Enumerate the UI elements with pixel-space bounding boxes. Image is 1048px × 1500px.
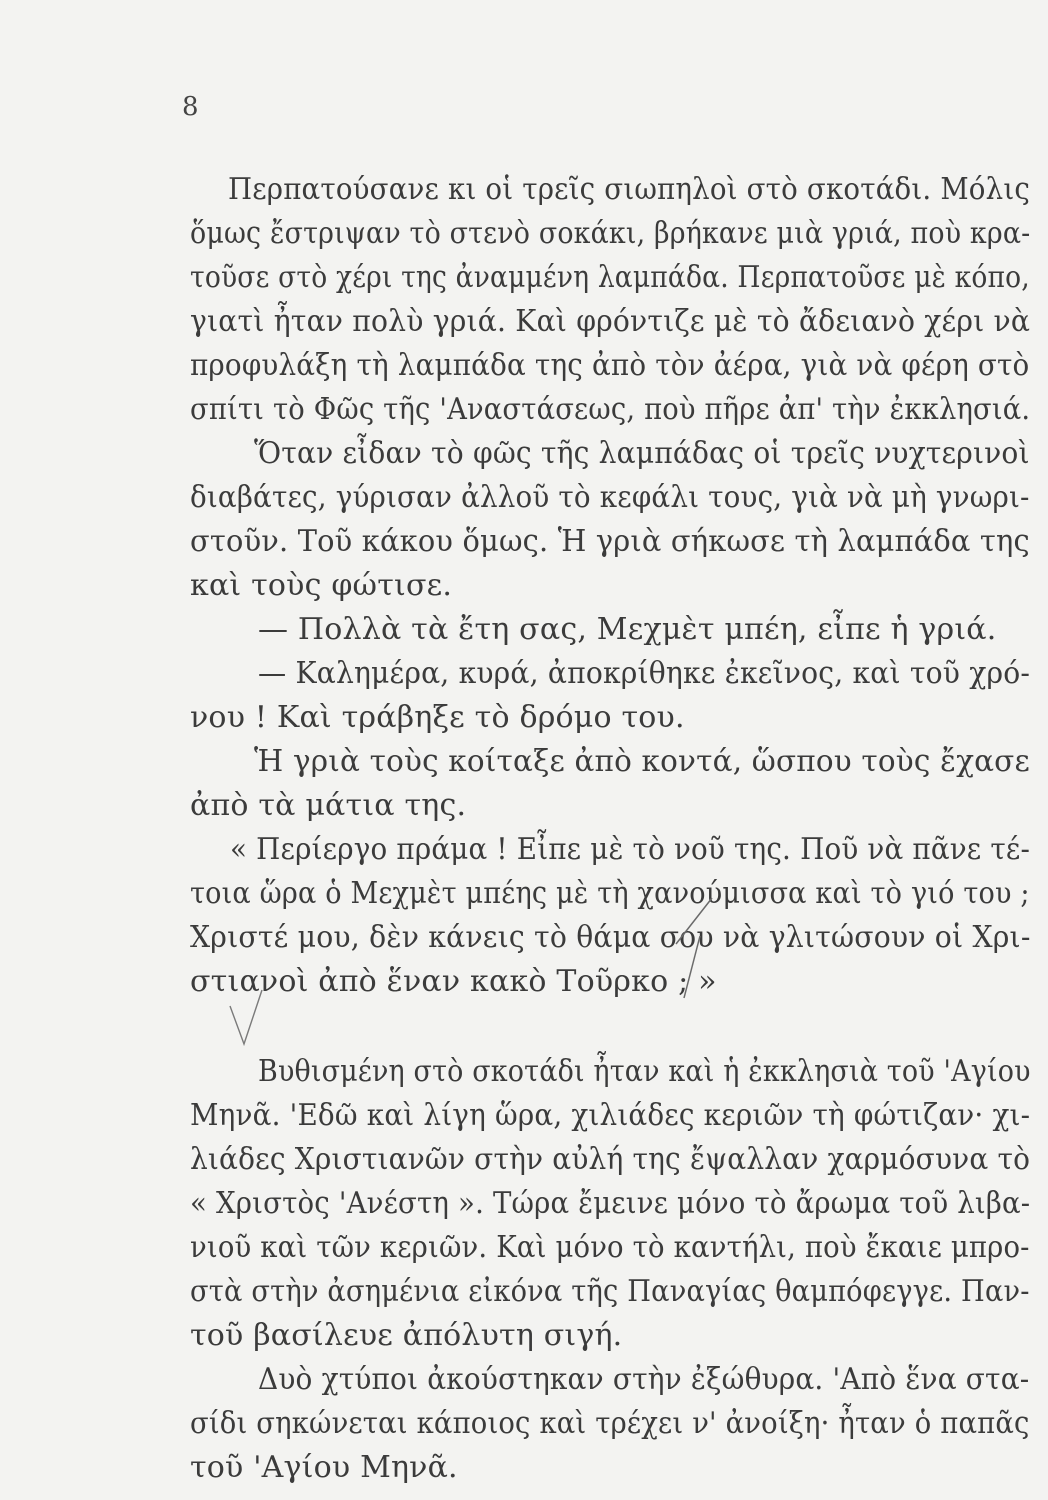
- text-line: καὶ τοὺς φώτισε.: [190, 568, 453, 603]
- page-number: 8: [182, 92, 199, 122]
- text-line: γιατὶ ἦταν πολὺ γριά. Καὶ φρόντιζε μὲ τὸ ἄδειανὸ χέρι νὰ: [190, 304, 1031, 339]
- text-line: διαβάτες, γύρισαν ἀλλοῦ τὸ κεφάλι τους, γιὰ νὰ μὴ γνωρι-: [190, 480, 1030, 515]
- text-line: « Περίεργο πράμα ! Εἶπε μὲ τὸ νοῦ της. Ποῦ νὰ πᾶνε τέ-: [230, 832, 1031, 867]
- text-line: τοῦσε στὸ χέρι της ἀναμμένη λαμπάδα. Περπατοῦσε μὲ κόπο,: [190, 260, 1030, 295]
- text-line: λιάδες Χριστιανῶν στὴν αὐλή της ἔψαλλαν χαρμόσυνα τὸ: [190, 1142, 1031, 1177]
- text-line: ἀπὸ τὰ μάτια της.: [190, 788, 467, 823]
- text-line: « Χριστὸς 'Ανέστη ». Τώρα ἔμεινε μόνο τὸ ἄρωμα τοῦ λιβα-: [190, 1186, 1031, 1221]
- text-line: νου ! Καὶ τράβηξε τὸ δρόμο του.: [190, 700, 685, 735]
- text-line: Δυὸ χτύποι ἀκούστηκαν στὴν ἐξώθυρα. 'Απὸ ἕνα στα-: [258, 1362, 1030, 1397]
- text-line: — Πολλὰ τὰ ἔτη σας, Μεχμὲτ μπέη, εἶπε ἡ γριά.: [258, 612, 997, 647]
- text-line: Μηνᾶ. 'Εδῶ καὶ λίγη ὥρα, χιλιάδες κεριῶν τὴ φώτιζαν· χι-: [190, 1098, 1031, 1133]
- text-line: σίδι σηκώνεται κάποιος καὶ τρέχει ν' ἀνοίξη· ἦταν ὁ παπᾶς: [190, 1406, 1030, 1441]
- text-line: τοια ὥρα ὁ Μεχμὲτ μπέης μὲ τὴ χανούμισσα καὶ τὸ γιό του ;: [190, 876, 1030, 911]
- text-line: στιανοὶ ἀπὸ ἕναν κακὸ Τοῦρκο ; »: [190, 964, 717, 999]
- text-line: ὅμως ἔστριψαν τὸ στενὸ σοκάκι, βρήκανε μιὰ γριά, ποὺ κρα-: [190, 216, 1031, 251]
- text-line: Ὅταν εἶδαν τὸ φῶς τῆς λαμπάδας οἱ τρεῖς νυχτερινοὶ: [254, 436, 1030, 471]
- text-line: τοῦ βασίλευε ἀπόλυτη σιγή.: [190, 1318, 623, 1353]
- text-line: στοῦν. Τοῦ κάκου ὅμως. Ἡ γριὰ σήκωσε τὴ λαμπάδα της: [190, 524, 1030, 559]
- text-line: σπίτι τὸ Φῶς τῆς 'Αναστάσεως, ποὺ πῆρε ἀπ' τὴν ἐκκλησιά.: [190, 392, 1031, 427]
- text-line: Περπατούσανε κι οἱ τρεῖς σιωπηλοὶ στὸ σκοτάδι. Μόλις: [228, 172, 1031, 207]
- text-line: Βυθισμένη στὸ σκοτάδι ἦταν καὶ ἡ ἐκκλησιὰ τοῦ 'Αγίου: [258, 1054, 1031, 1089]
- text-line: — Καλημέρα, κυρά, ἀποκρίθηκε ἐκεῖνος, καὶ τοῦ χρό-: [258, 656, 1031, 691]
- text-line: νιοῦ καὶ τῶν κεριῶν. Καὶ μόνο τὸ καντήλι, ποὺ ἔκαιε μπρο-: [190, 1230, 1030, 1265]
- text-line: προφυλάξη τὴ λαμπάδα της ἀπὸ τὸν ἀέρα, γιὰ νὰ φέρη στὸ: [190, 348, 1030, 383]
- text-line: τοῦ 'Αγίου Μηνᾶ.: [190, 1450, 458, 1485]
- text-line: Ἡ γριὰ τοὺς κοίταξε ἀπὸ κοντά, ὥσπου τοὺς ἔχασε: [254, 744, 1030, 779]
- text-line: στὰ στὴν ἀσημένια εἰκόνα τῆς Παναγίας θαμπόφεγγε. Παν-: [190, 1274, 1030, 1309]
- text-line: Χριστέ μου, δὲν κάνεις τὸ θάμα σου νὰ γλιτώσουν οἱ Χρι-: [190, 920, 1031, 955]
